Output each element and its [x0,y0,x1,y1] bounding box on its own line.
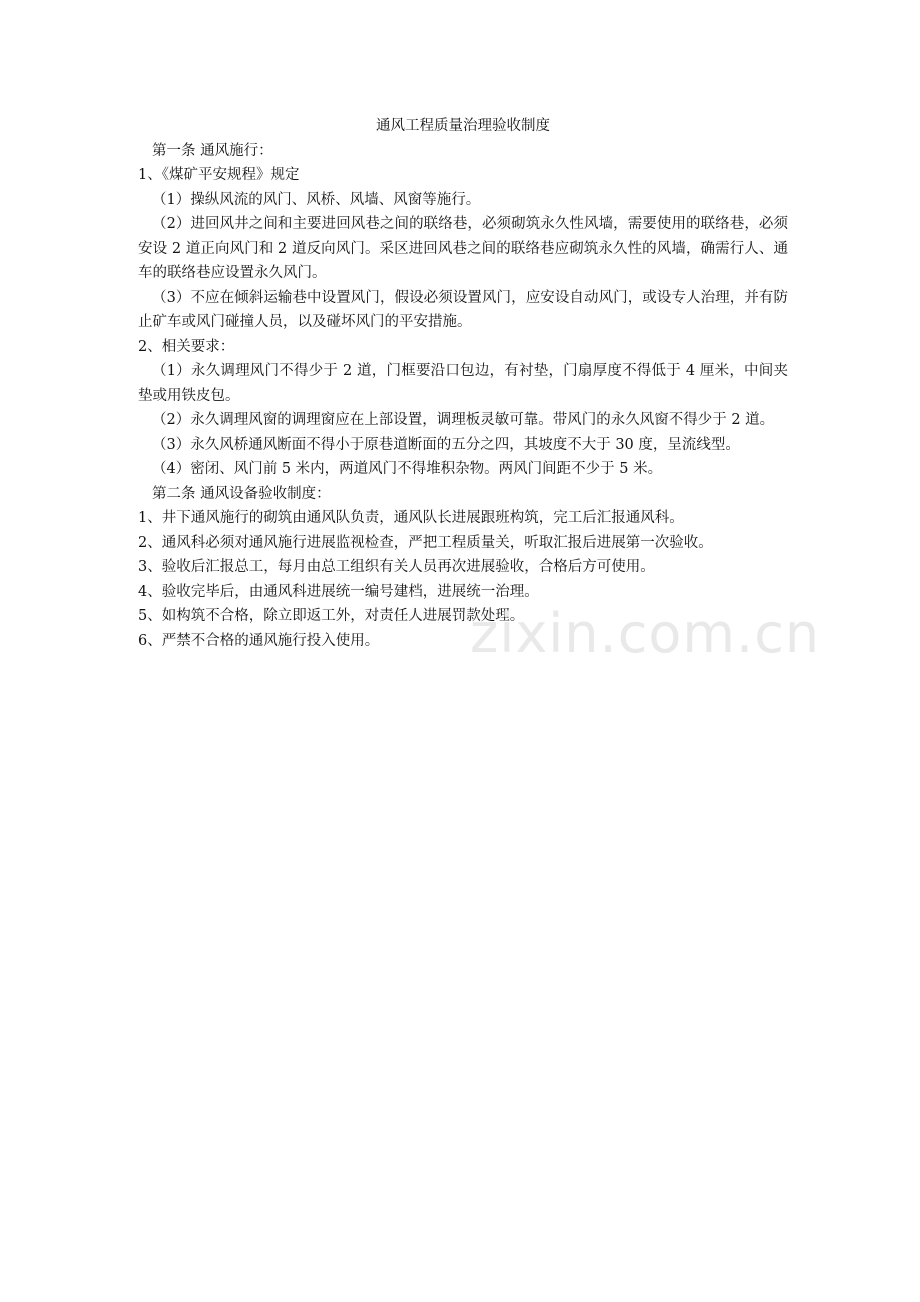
list-item: （1）永久调理风门不得少于 2 道，门框要沿口包边，有衬垫，门扇厚度不得低于 4 厘米，中间夹垫或用铁皮包。 [138,363,788,404]
list-item: 6、严禁不合格的通风施行投入使用。 [138,632,380,649]
list-item: 3、验收后汇报总工，每月由总工组织有关人员再次进展验收，合格后方可使用。 [138,559,655,575]
list-item: （4）密闭、风门前 5 米内，两道风门不得堆积杂物。两风门间距不少于 5 米。 [152,461,663,477]
list-item: （1）操纵风流的风门、风桥、风墙、风窗等施行。 [152,191,481,208]
list-item: 1、井下通风施行的砌筑由通风队负责，通风队长进展跟班构筑，完工后汇报通风科。 [138,510,684,526]
list-item: （3）不应在倾斜运输巷中设置风门，假设必须设置风门，应安设自动风门，或设专人治理，并有防止矿车或风门碰撞人员，以及碰坏风门的平安措施。 [138,289,788,330]
list-item: （3）永久风桥通风断面不得小于原巷道断面的五分之四，其坡度不大于 30 度，呈流线型。 [152,436,740,453]
watermark: zixin.com.cn [470,602,821,665]
section-heading-2: 第二条 通风设备验收制度： [152,485,331,502]
list-item: 1、《煤矿平安规程》规定 [138,167,300,183]
list-item: 2、通风科必须对通风施行进展监视检查，严把工程质量关，听取汇报后进展第一次验收。 [138,534,713,551]
list-item: （2）永久调理风窗的调理窗应在上部设置，调理板灵敏可靠。带风门的永久风窗不得少于 2 道。 [152,412,775,428]
list-item: 2、相关要求： [138,338,235,355]
section-heading-1: 第一条 通风施行： [152,142,273,159]
document-body [138,114,788,653]
list-item: 4、验收完毕后，由通风科进展统一编号建档，进展统一治理。 [138,583,539,600]
list-item: （2）进回风井之间和主要进回风巷之间的联络巷，必须砌筑永久性风墙，需要使用的联络巷，必须安设 2 道正向风门和 2 道反向风门。采区进回风巷之间的联络巷应砌筑永久性的风墙，确需行人、通车的联络巷应设置永久风门。 [138,216,788,281]
document-title: 通风工程质量治理验收制度 [376,118,550,134]
list-item: 5、如构筑不合格，除立即返工外，对责任人进展罚款处理。 [138,608,525,624]
